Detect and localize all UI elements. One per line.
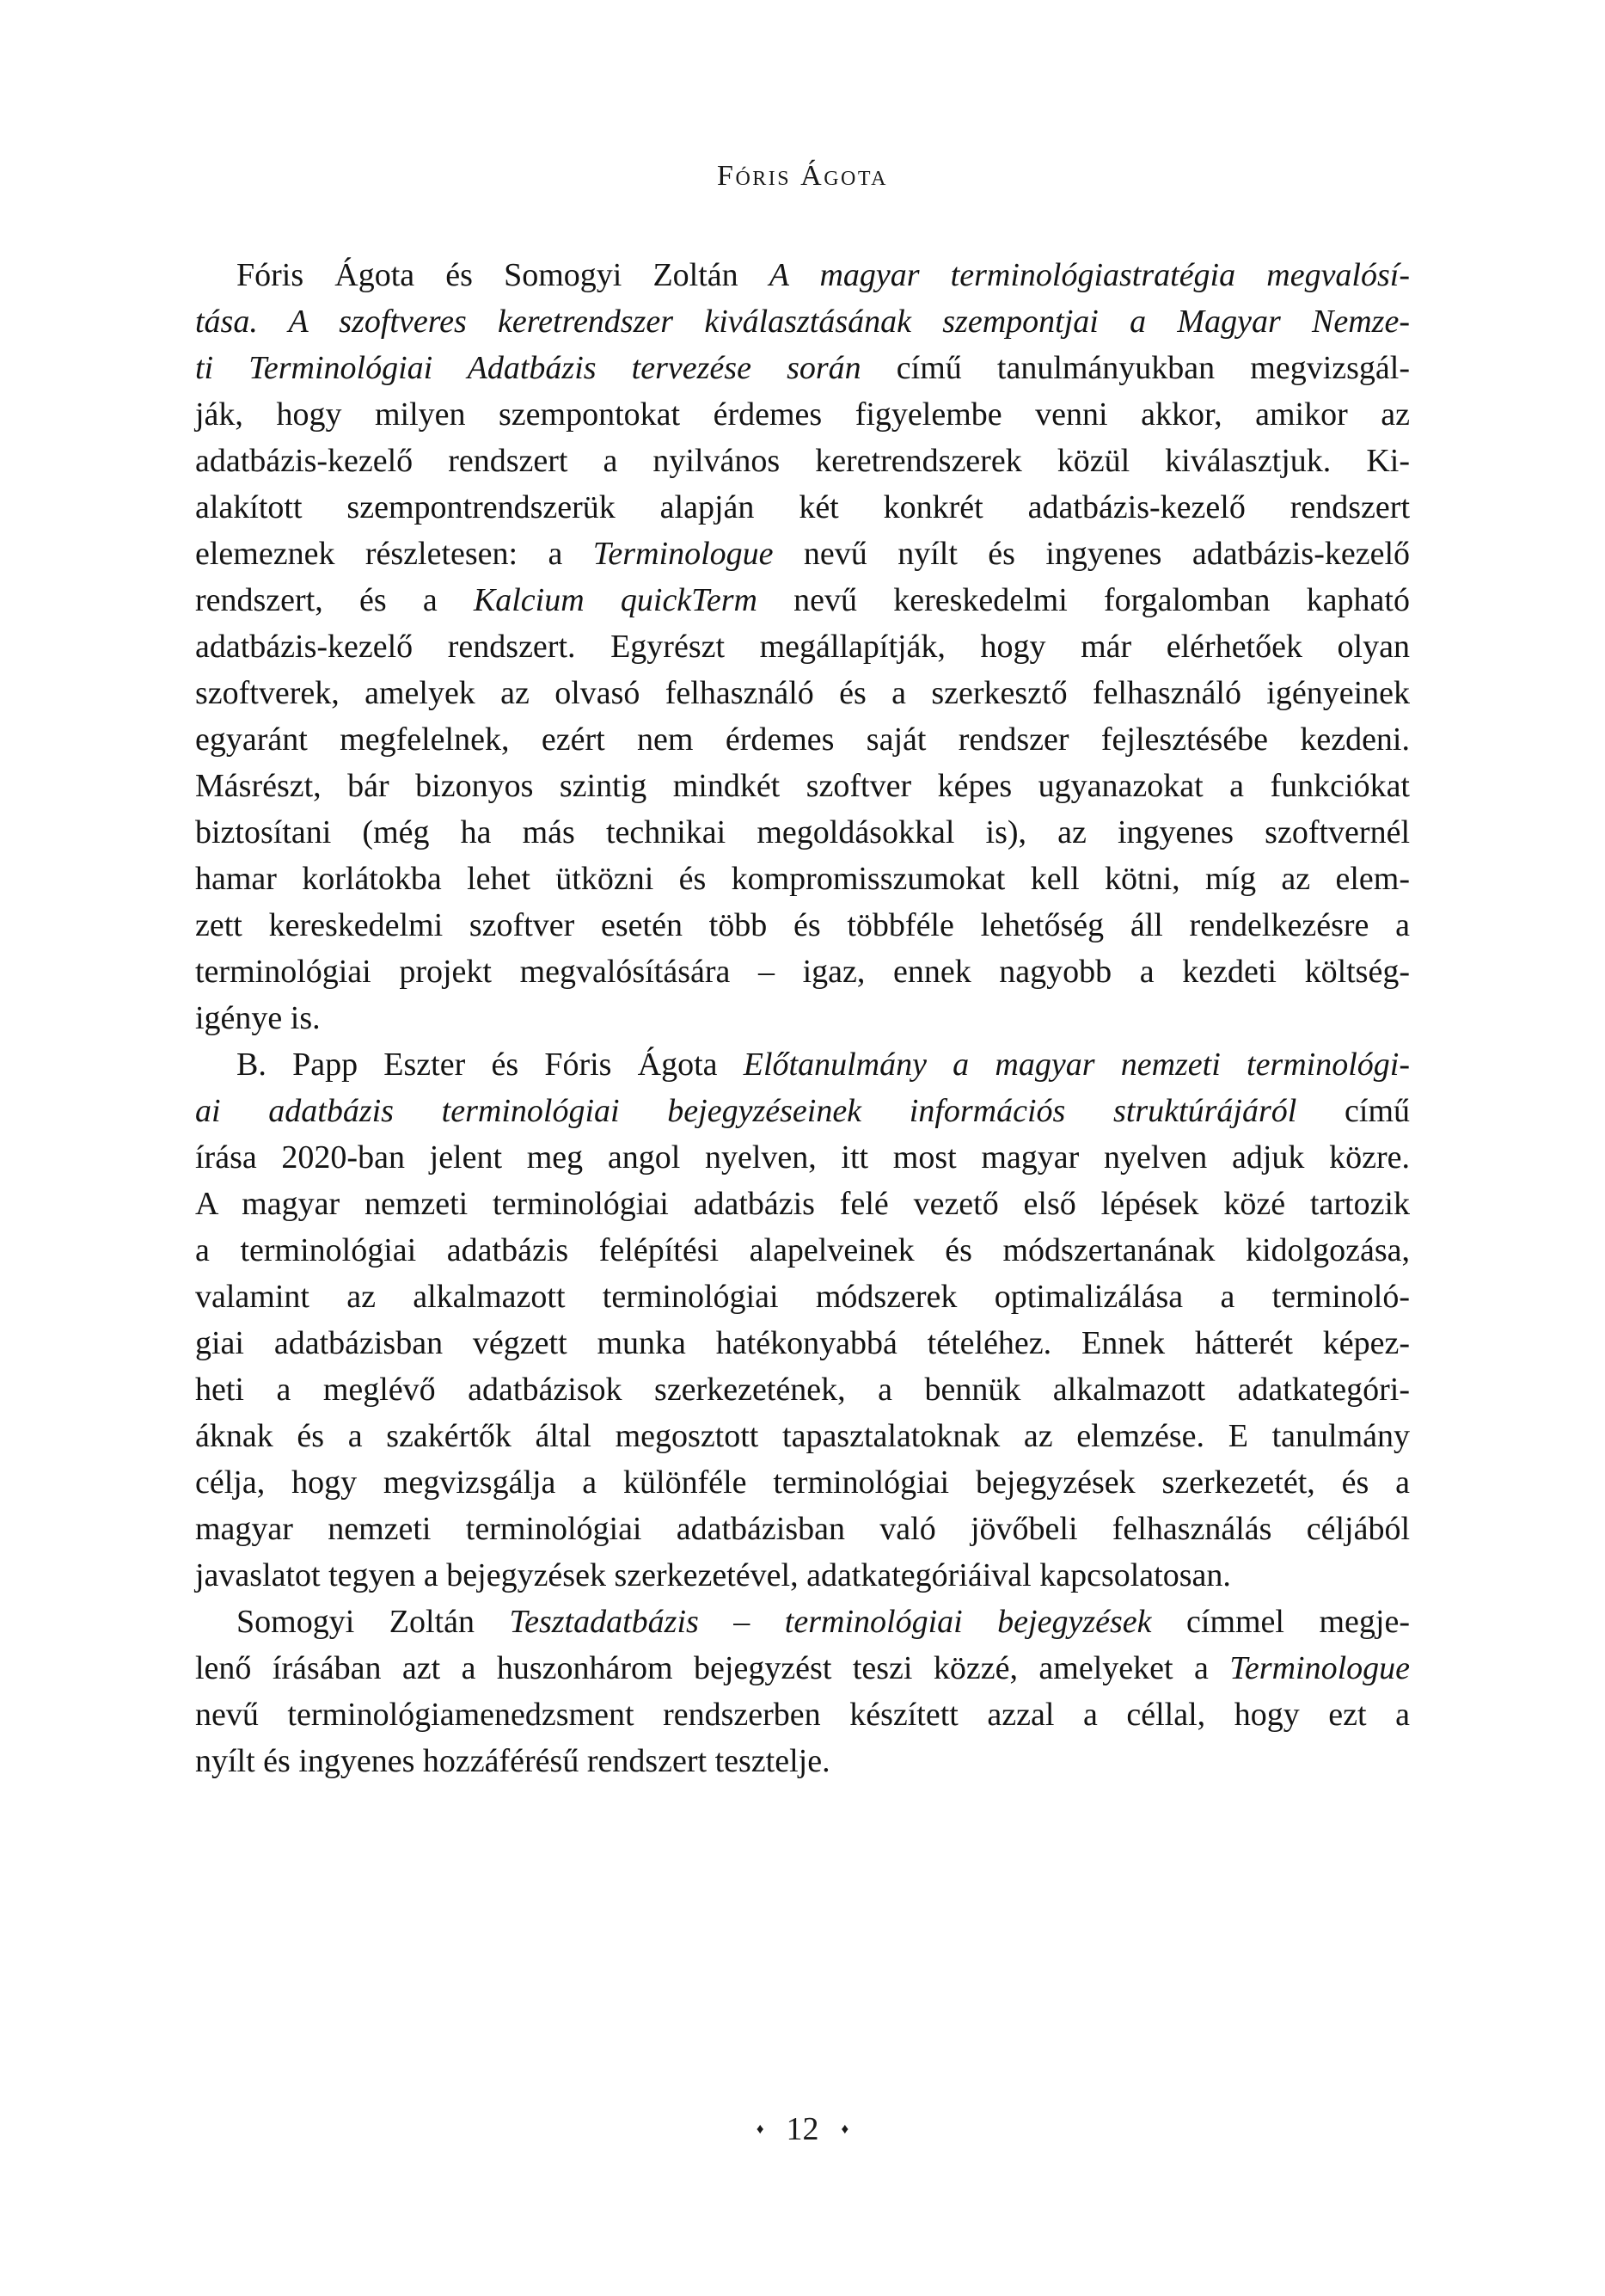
text-line: [195, 1181, 1410, 1227]
text-segment: a terminológiai adatbázis felépítési alapelveinek és módszertanának kidolgozása,: [195, 1232, 1410, 1268]
text-segment: Másrészt, bár bizonyos szintig mindkét szoftver képes ugyanazokat a funkciókat: [195, 768, 1410, 804]
text-segment: szoftverek, amelyek az olvasó felhasználó és a szerkesztő felhasználó igényeinek: [195, 675, 1410, 711]
text-line: [195, 531, 1410, 577]
text-line: [195, 252, 1410, 298]
text-segment: áknak és a szakértők által megosztott tapasztalatoknak az elemzése. E tanulmány: [195, 1418, 1410, 1454]
text-segment: rendszert, és a: [195, 582, 474, 618]
text-segment: terminológiai projekt megvalósítására – igaz, ennek nagyobb a kezdeti költség-: [195, 954, 1410, 990]
text-line: [195, 298, 1410, 345]
text-line: [195, 1041, 1410, 1088]
text-segment: hamar korlátokba lehet ütközni és kompromisszumokat kell kötni, míg az elem-: [195, 861, 1410, 897]
text-segment: heti a meglévő adatbázisok szerkezetének, a bennük alkalmazott adatkategóri-: [195, 1372, 1410, 1408]
text-segment: adatbázis-kezelő rendszert a nyilvános keretrendszerek közül kiválasztjuk. Ki-: [195, 443, 1410, 479]
page-number: 12: [786, 2111, 819, 2147]
text-line: [195, 1227, 1410, 1274]
paragraph: [195, 1599, 1410, 1784]
text-line: [195, 1506, 1410, 1552]
italic-text-segment: ti Terminológiai Adatbázis tervezése során: [195, 350, 861, 386]
text-line: [195, 1320, 1410, 1366]
text-segment: adatbázis-kezelő rendszert. Egyrészt megállapítják, hogy már elérhetőek olyan: [195, 629, 1410, 665]
text-segment: című: [1296, 1093, 1410, 1129]
text-segment: elemeznek részletesen: a: [195, 536, 593, 572]
page-footer: [0, 2110, 1605, 2148]
italic-text-segment: Előtanulmány a magyar nemzeti terminológi-: [743, 1047, 1410, 1083]
text-line: [195, 1552, 1410, 1599]
text-line: [195, 1274, 1410, 1320]
text-line: [195, 856, 1410, 902]
running-header: Fóris Ágota: [717, 160, 888, 192]
text-line: [195, 763, 1410, 809]
text-line: [195, 902, 1410, 948]
text-line: [195, 1413, 1410, 1459]
italic-text-segment: tása. A szoftveres keretrendszer kiválasztásának szempontjai a Magyar Nemze-: [195, 304, 1410, 340]
text-line: [195, 1088, 1410, 1134]
text-line: [195, 1366, 1410, 1413]
text-line: [195, 484, 1410, 531]
text-segment: ják, hogy milyen szempontokat érdemes figyelembe venni akkor, amikor az: [195, 396, 1410, 433]
italic-text-segment: Tesztadatbázis – terminológiai bejegyzések: [509, 1604, 1152, 1640]
text-line: [195, 1134, 1410, 1181]
text-segment: nevű terminológiamenedzsment rendszerben készített azzal a céllal, hogy ezt a: [195, 1697, 1410, 1733]
paragraph: [195, 1041, 1410, 1599]
text-segment: alakított szempontrendszerük alapján két konkrét adatbázis-kezelő rendszert: [195, 489, 1410, 525]
text-segment: giai adatbázisban végzett munka hatékonyabbá tételéhez. Ennek hátterét képez-: [195, 1325, 1410, 1361]
text-segment: nevű kereskedelmi forgalomban kapható: [757, 582, 1410, 618]
text-segment: című tanulmányukban megvizsgál-: [861, 350, 1411, 386]
text-line: [195, 345, 1410, 391]
text-segment: biztosítani (még ha más technikai megoldásokkal is), az ingyenes szoftvernél: [195, 814, 1410, 850]
text-segment: lenő írásában azt a huszonhárom bejegyzést teszi közzé, amelyeket a: [195, 1650, 1230, 1686]
text-segment: nyílt és ingyenes hozzáférésű rendszert tesztelje.: [195, 1743, 830, 1779]
text-segment: igénye is.: [195, 1000, 321, 1036]
text-segment: A magyar nemzeti terminológiai adatbázis felé vezető első lépések közé tartozik: [195, 1186, 1410, 1222]
text-line: [195, 438, 1410, 484]
italic-text-segment: A magyar terminológiastratégia megvalósí-: [769, 257, 1410, 293]
text-line: [195, 391, 1410, 438]
text-segment: magyar nemzeti terminológiai adatbázisban való jövőbeli felhasználás céljából: [195, 1511, 1410, 1547]
text-line: [195, 623, 1410, 670]
text-line: [195, 1599, 1410, 1645]
text-line: [195, 577, 1410, 623]
text-segment: B. Papp Eszter és Fóris Ágota: [236, 1047, 744, 1083]
text-line: [195, 995, 1410, 1041]
text-segment: javaslatot tegyen a bejegyzések szerkezetével, adatkategóriáival kapcsolatosan.: [195, 1557, 1231, 1593]
text-line: [195, 716, 1410, 763]
text-line: [195, 670, 1410, 716]
text-segment: címmel megje-: [1151, 1604, 1410, 1640]
text-line: [195, 1691, 1410, 1738]
page-body-text: [195, 252, 1410, 1784]
text-line: [195, 1738, 1410, 1784]
italic-text-segment: Kalcium quickTerm: [473, 582, 757, 618]
text-segment: zett kereskedelmi szoftver esetén több és többféle lehetőség áll rendelkezésre a: [195, 907, 1410, 943]
text-segment: valamint az alkalmazott terminológiai módszerek optimalizálása a terminoló-: [195, 1279, 1410, 1315]
paragraph: [195, 252, 1410, 1041]
italic-text-segment: ai adatbázis terminológiai bejegyzéseinek információs struktúrájáról: [195, 1093, 1297, 1129]
footer-ornament-right: ♦: [841, 2121, 849, 2137]
text-segment: célja, hogy megvizsgálja a különféle terminológiai bejegyzések szerkezetét, és a: [195, 1464, 1410, 1501]
italic-text-segment: Terminologue: [1229, 1650, 1410, 1686]
text-segment: Fóris Ágota és Somogyi Zoltán: [236, 257, 769, 293]
text-line: [195, 1459, 1410, 1506]
text-line: [195, 948, 1410, 995]
italic-text-segment: Terminologue: [592, 536, 774, 572]
text-line: [195, 1645, 1410, 1691]
text-segment: nevű nyílt és ingyenes adatbázis-kezelő: [773, 536, 1411, 572]
text-segment: egyaránt megfelelnek, ezért nem érdemes saját rendszer fejlesztésébe kezdeni.: [195, 721, 1410, 758]
text-segment: Somogyi Zoltán: [236, 1604, 510, 1640]
text-segment: írása 2020-ban jelent meg angol nyelven, itt most magyar nyelven adjuk közre.: [195, 1139, 1410, 1176]
text-line: [195, 809, 1410, 856]
footer-ornament-left: ♦: [756, 2121, 764, 2137]
